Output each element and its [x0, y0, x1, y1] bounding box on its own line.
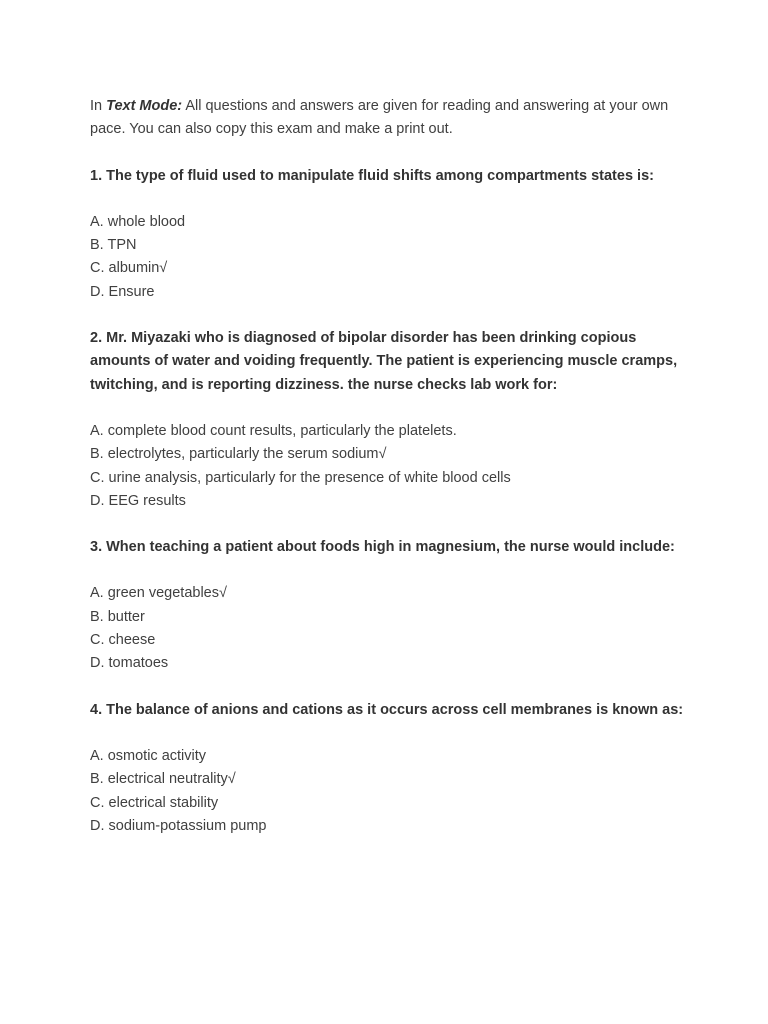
answer-option: C. electrical stability — [90, 794, 219, 811]
answer-option: D. sodium-potassium pump — [90, 817, 267, 834]
answer-option: A. whole blood — [90, 213, 186, 230]
answer-option: C. urine analysis, particularly for the presence of white blood cells — [90, 469, 511, 486]
question-3-options — [90, 582, 690, 675]
exam-content — [90, 95, 690, 861]
question-4: 4. The balance of anions and cations as it occurs across cell membranes is known as: — [90, 701, 684, 718]
question-4-options — [90, 745, 690, 838]
intro-text: All questions and answers are given for reading and answering at your own pace. You can also copy this exam and make a print out. — [90, 98, 669, 138]
answer-option: C. albumin√ — [90, 260, 168, 277]
answer-option: D. tomatoes — [90, 655, 169, 672]
question-1-options — [90, 211, 690, 304]
answer-option: A. green vegetables√ — [90, 585, 227, 602]
intro-paragraph — [90, 95, 690, 142]
answer-option: B. electrical neutrality√ — [90, 771, 236, 788]
question-1: 1. The type of fluid used to manipulate fluid shifts among compartments states is: — [90, 167, 654, 184]
answer-option: A. complete blood count results, particularly the platelets. — [90, 422, 457, 439]
answer-option: D. EEG results — [90, 492, 186, 509]
text-mode-label: Text Mode: — [106, 98, 183, 114]
answer-option: C. cheese — [90, 632, 156, 649]
intro-prefix: In — [90, 98, 107, 114]
answer-option: B. butter — [90, 608, 145, 625]
question-3: 3. When teaching a patient about foods high in magnesium, the nurse would include: — [90, 539, 675, 556]
question-2: 2. Mr. Miyazaki who is diagnosed of bipolar disorder has been drinking copious amounts of water and voiding frequently. The patient is experiencing muscle cramps, twitching, and is reporting dizziness. the nurse checks lab work for: — [90, 330, 678, 393]
question-2-options — [90, 420, 690, 513]
answer-option: B. TPN — [90, 237, 137, 254]
answer-option: B. electrolytes, particularly the serum sodium√ — [90, 446, 387, 463]
answer-option: A. osmotic activity — [90, 747, 207, 764]
answer-option: D. Ensure — [90, 283, 155, 300]
